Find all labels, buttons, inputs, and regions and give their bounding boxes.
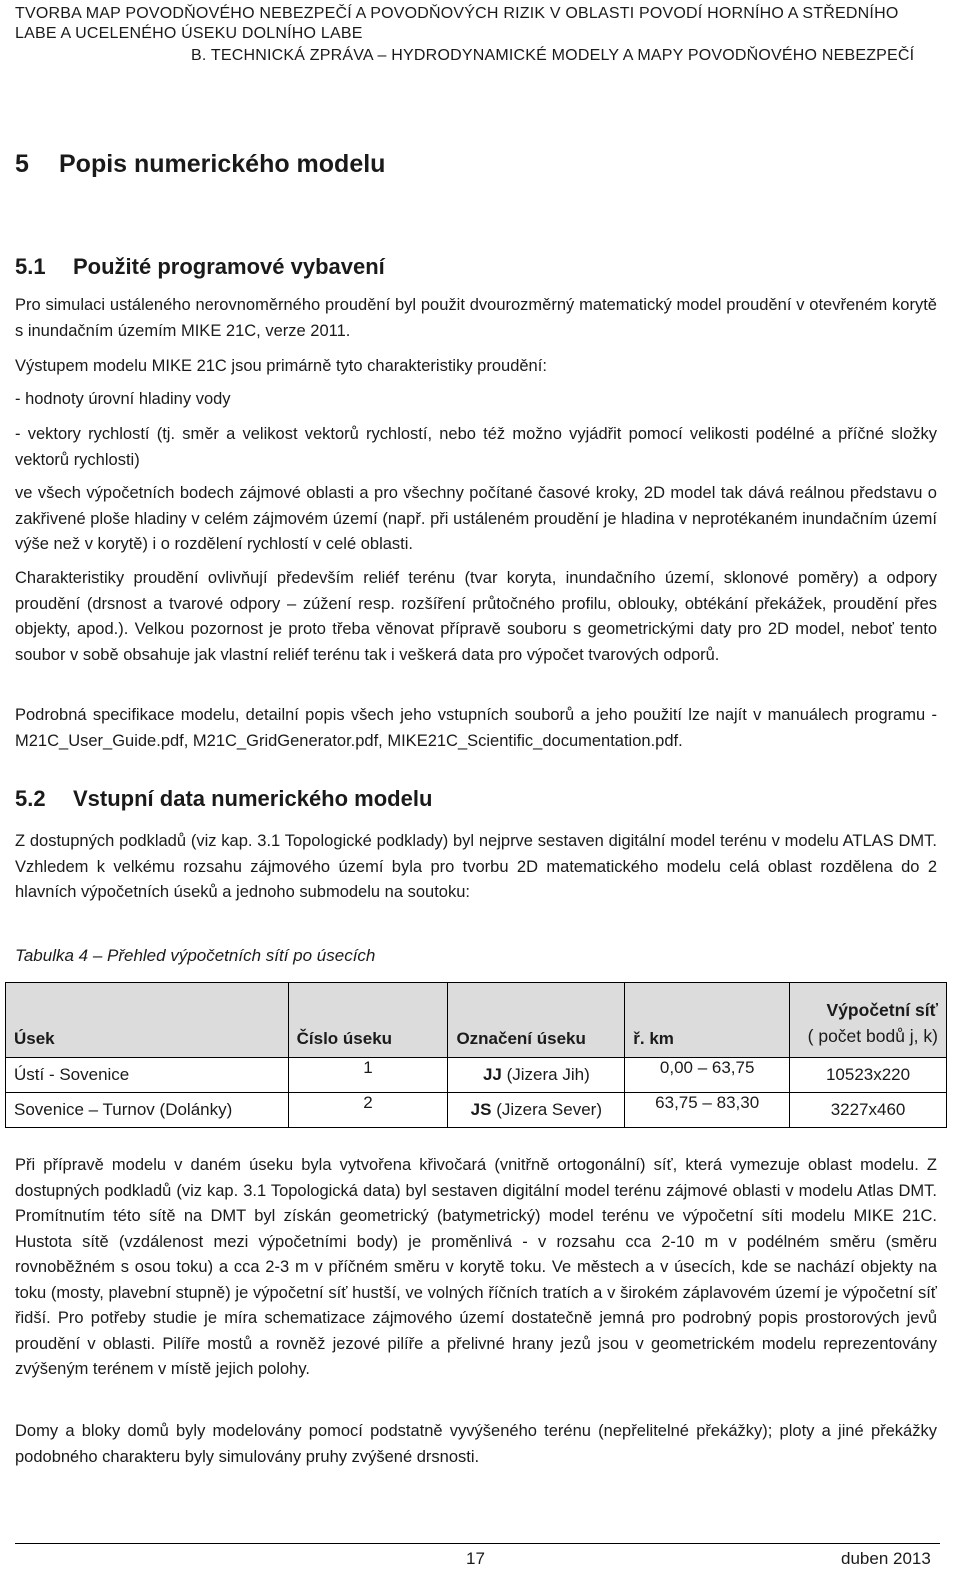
section-title: Vstupní data numerického modelu	[73, 786, 433, 811]
paragraph: Při přípravě modelu v daném úseku byla vytvořena křivočará (vnitřně ortogonální) síť, která vymezuje oblast modelu. Z dostupných podkladů (viz kap. 3.1 Topologická data) byl sestaven digitální model terénu zájmové oblasti v modelu Atlas DMT. Promítnutím této sítě na DMT byl získán geometrický (batymetrický) model terénu ve výpočetní síti modelu MIKE 21C. Hustota sítě (vzdálenost mezi výpočetními body) je proměnlivá - v rozsahu cca 2-10 m v podélném směru (směru rovnoběžném s osou toku) a cca 2-3 m v příčném směru v korytě toku. Ve městech a v úsecích, kde se nachází objekty na toku (mosty, plavební stupně) je výpočetní síť hustší, ve volných říčních tratích a v širokém záplavovém území je výpočetní síť řidší. Pro potřeby studie je míra schematizace zájmového území dostatečně jemná pro podrobný popis prostorových jevů proudění v oblasti. Pilíře mostů a rovněž jezové pilíře a přelivné hrany jezů jsou v geometrickém modelu reprezentovány zvýšeným terénem v místě jejich polohy.	[15, 1156, 937, 1378]
section-5-2-heading	[15, 786, 432, 812]
cell-code-name: (Jizera Sever)	[496, 1100, 603, 1119]
section-title: Popis numerického modelu	[59, 150, 386, 178]
paragraph: Výstupem modelu MIKE 21C jsou primárně tyto charakteristiky proudění:	[15, 357, 547, 375]
table-row	[6, 1093, 947, 1128]
footer-date: duben 2013	[841, 1549, 931, 1568]
header-sit-line2: ( počet bodů j, k)	[807, 1026, 938, 1046]
cell-usek: Sovenice – Turnov (Dolánky)	[6, 1093, 289, 1128]
cell-cislo: 1	[288, 1058, 448, 1093]
section-number: 5.1	[15, 254, 46, 279]
cell-oznaceni	[448, 1093, 625, 1128]
section-5-1-heading	[15, 254, 385, 280]
cell-code: JJ	[482, 1065, 502, 1084]
cell-code: JS	[470, 1100, 492, 1119]
section-number: 5.2	[15, 786, 46, 811]
paragraph: Z dostupných podkladů (viz kap. 3.1 Topologické podklady) byl nejprve sestaven digitální model terénu v modelu ATLAS DMT. Vzhledem k velkému rozsahu zájmového území byla pro tvorbu 2D matematického modelu celá oblast rozdělena do 2 hlavních výpočetních úseků a jednoho submodelu na soutoku:	[15, 832, 937, 901]
cell-sit: 3227x460	[790, 1093, 947, 1128]
mesh-table	[5, 982, 947, 1128]
table-caption: Tabulka 4 – Přehled výpočetních sítí po úsecích	[15, 946, 376, 965]
paragraph: Charakteristiky proudění ovlivňují především reliéf terénu (tvar koryta, inundačního území, sklonové poměry) a odpory proudění (drsnost a tvarové odpory – zúžení resp. rozšíření průtočného profilu, oblouky, obtékání překážek, proudění přes objekty, apod.). Velkou pozornost je proto třeba věnovat přípravě souboru s geometrickými daty pro 2D model, neboť tento soubor v sobě obsahuje jak vlastní reliéf terénu tak i veškerá data pro výpočet tvarových odporů.	[15, 569, 937, 664]
header-sit-line1: Výpočetní síť	[826, 1000, 938, 1020]
footer-rule	[15, 1543, 940, 1544]
header-usek: Úsek	[6, 983, 289, 1058]
paragraph: Podrobná specifikace modelu, detailní popis všech jeho vstupních souborů a jeho použití lze najít v manuálech programu - M21C_User_Guide.pdf, M21C_GridGenerator.pdf, MIKE21C_Scientific_documentation.pdf.	[15, 706, 937, 750]
paragraph: Domy a bloky domů byly modelovány pomocí podstatně vyvýšeného terénu (nepřelitelné překážky); ploty a jiné překážky podobného charakteru byly simulovány pruhy zvýšené drsnosti.	[15, 1422, 937, 1466]
table-row	[6, 1058, 947, 1093]
page-number: 17	[466, 1549, 485, 1568]
cell-km: 0,00 – 63,75	[625, 1058, 790, 1093]
table-header-row	[6, 983, 947, 1058]
list-item: - vektory rychlostí (tj. směr a velikost vektorů rychlostí, nebo též možno vyjádřit pomocí velikosti podélné a příčné složky vektorů rychlosti)	[15, 425, 937, 469]
paragraph: Pro simulaci ustáleného nerovnoměrného proudění byl použit dvourozměrný matematický model proudění v otevřeném korytě s inundačním územím MIKE 21C, verze 2011.	[15, 296, 937, 340]
cell-cislo: 2	[288, 1093, 448, 1128]
section-number: 5	[15, 150, 29, 178]
section-5-heading	[15, 150, 385, 179]
header-km: ř. km	[625, 983, 790, 1058]
list-item: - hodnoty úrovní hladiny vody	[15, 390, 231, 408]
cell-km: 63,75 – 83,30	[625, 1093, 790, 1128]
cell-code-name: (Jizera Jih)	[506, 1065, 590, 1084]
header-sit	[790, 983, 947, 1058]
header-line-2: LABE A UCELENÉHO ÚSEKU DOLNÍHO LABE	[15, 25, 363, 42]
header-line-1: TVORBA MAP POVODŇOVÉHO NEBEZPEČÍ A POVODŇOVÝCH RIZIK V OBLASTI POVODÍ HORNÍHO A STŘEDNÍHO	[15, 5, 899, 22]
cell-oznaceni	[448, 1058, 625, 1093]
header-oznaceni: Označení úseku	[448, 983, 625, 1058]
header-line-3: B. TECHNICKÁ ZPRÁVA – HYDRODYNAMICKÉ MODELY A MAPY POVODŇOVÉHO NEBEZPEČÍ	[191, 47, 915, 64]
cell-usek: Ústí - Sovenice	[6, 1058, 289, 1093]
section-title: Použité programové vybavení	[73, 254, 385, 279]
cell-sit: 10523x220	[790, 1058, 947, 1093]
paragraph: ve všech výpočetních bodech zájmové oblasti a pro všechny počítané časové kroky, 2D model tak dává reálnou představu o zakřivené ploše hladiny v celém zájmovém území (např. při ustáleném proudění je hladina v neprotékaném inundačním území výše než v korytě) i o rozdělení rychlostí v celé oblasti.	[15, 484, 937, 553]
header-cislo: Číslo úseku	[288, 983, 448, 1058]
